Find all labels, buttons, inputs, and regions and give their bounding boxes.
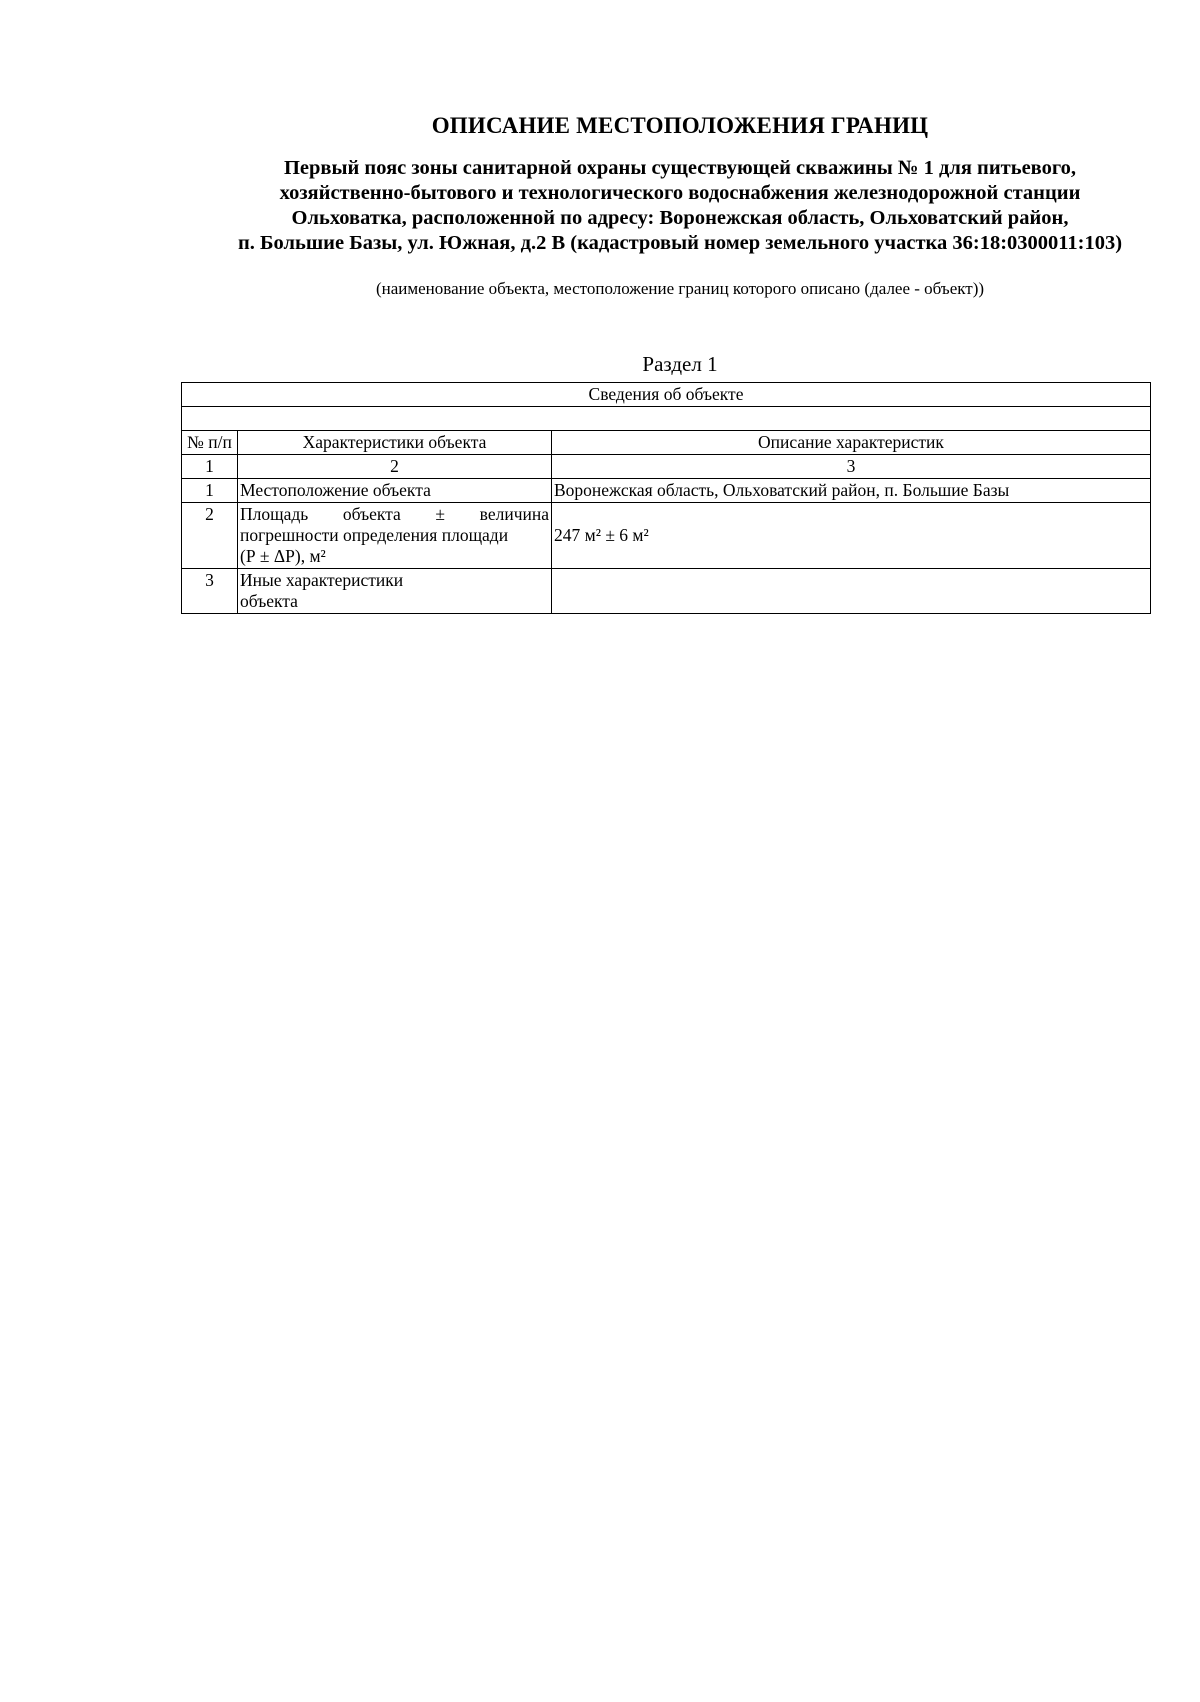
- table-caption: Сведения об объекте: [182, 383, 1151, 407]
- row-value: [552, 569, 1151, 614]
- subtitle-line-3: Ольховатка, расположенной по адресу: Воронежская область, Ольховатский район,: [291, 207, 1069, 229]
- table-row: [182, 479, 1151, 503]
- object-name-note: (наименование объекта, местоположение границ которого описано (далее - объект)): [375, 279, 985, 298]
- row-label-line: (Р ± ΔР), м²: [240, 546, 326, 566]
- subtitle-line-2: хозяйственно-бытового и технологического водоснабжения железнодорожной станции: [279, 182, 1081, 204]
- column-number-2: 2: [238, 455, 552, 479]
- row-number: 2: [182, 503, 238, 569]
- row-label: Местоположение объекта: [238, 479, 552, 503]
- row-number: 3: [182, 569, 238, 614]
- column-number-3: 3: [552, 455, 1151, 479]
- object-info-table: [181, 382, 1151, 614]
- row-value: 247 м² ± 6 м²: [552, 503, 1151, 569]
- table-caption-row: [182, 383, 1151, 407]
- table-row: [182, 503, 1151, 569]
- document-subtitle: [170, 156, 1190, 256]
- subtitle-line-1: Первый пояс зоны санитарной охраны существующей скважины № 1 для питьевого,: [283, 157, 1077, 179]
- subtitle-line-4: п. Большие Базы, ул. Южная, д.2 В (кадастровый номер земельного участка 36:18:0300011:103): [237, 232, 1123, 254]
- row-label: [238, 503, 552, 569]
- row-label-line: Иные характеристики: [240, 570, 404, 590]
- header-number: № п/п: [182, 431, 238, 455]
- header-description: Описание характеристик: [552, 431, 1151, 455]
- column-number-1: 1: [182, 455, 238, 479]
- row-label-line: погрешности определения площади: [240, 525, 509, 545]
- table-row: [182, 569, 1151, 614]
- row-number: 1: [182, 479, 238, 503]
- table-column-numbers-row: [182, 455, 1151, 479]
- section-heading: Раздел 1: [642, 352, 718, 376]
- header-characteristics: Характеристики объекта: [238, 431, 552, 455]
- table-header-row: [182, 431, 1151, 455]
- table-empty-row: [182, 407, 1151, 431]
- row-label-line: Площадь объекта ± величина: [240, 504, 549, 524]
- row-label-line: объекта: [240, 591, 298, 611]
- table-empty-cell: [182, 407, 1151, 431]
- row-value: Воронежская область, Ольховатский район, п. Большие Базы: [552, 479, 1151, 503]
- row-label: [238, 569, 552, 614]
- document-title: ОПИСАНИЕ МЕСТОПОЛОЖЕНИЯ ГРАНИЦ: [431, 113, 929, 138]
